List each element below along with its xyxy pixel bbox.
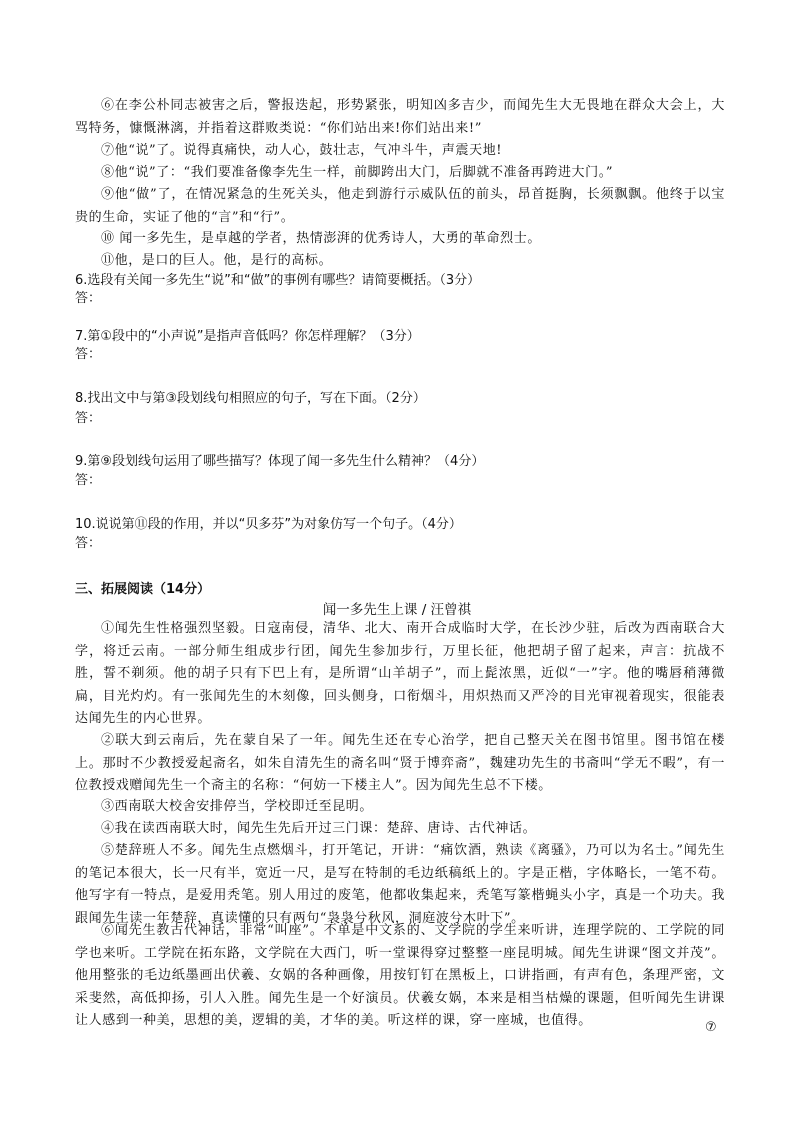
- passage-paragraph-7: ⑦他“说”了。说得真痛快，动人心，鼓壮志，气冲斗牛，声震天地!: [101, 143, 503, 158]
- article-paragraph-4: ④我在读西南联大时，闻先生先后开过三门课：楚辞、唐诗、古代神话。: [101, 821, 537, 836]
- article-paragraph-3: ③西南联大校舍安排停当，学校即迁至昆明。: [101, 799, 374, 814]
- question-8: 8.找出文中与第③段划线句相照应的句子，写在下面。（2分）: [75, 391, 426, 406]
- article-paragraph-1: ①闻先生性格强烈坚毅。日寇南侵，清华、北大、南开合成临时大学，在长沙少驻，后改为西南联合大学，将迁云南。一部分师生组成步行团，闻先生参加步行，万里长征，他把胡子留了起来，声言：抗战不胜，誓不剃须。他的胡子只有下巴上有，是所谓“山羊胡子”，而上髭浓黑，近似“一”字。他的嘴唇稍薄微扁，目光灼灼。有一张闻先生的木刻像，回头侧身，口衔烟斗，用炽热而又严冷的目光审视着现实，很能表达闻先生的内心世界。: [75, 621, 725, 726]
- answer-label-7: 答：: [75, 347, 102, 362]
- passage-paragraph-11: ⑪他，是口的巨人。他，是行的高标。: [101, 253, 333, 268]
- article-paragraph-6: ⑥闻先生教古代神话，非常“叫座”。不单是中文系的、文学院的学生来听讲，连理学院的、工学院的同学也来听。工学院在拓东路，文学院在大西门，听一堂课得穿过整整一座昆明城。闻先生讲课“图文并茂”。他用整张的毛边纸墨画出伏羲、女娲的各种画像，用按钉钉在黑板上，口讲指画，有声有色，条理严密，文采斐然，高低抑扬，引人入胜。闻先生是一个好演员。伏羲女娲，本来是相当枯燥的课题，但听闻先生讲课让人感到一种美，思想的美，逻辑的美，才华的美。听这样的课，穿一座城，也值得。: [75, 923, 725, 1028]
- answer-label-6: 答：: [75, 291, 102, 306]
- passage-paragraph-8: ⑧他“说”了：“我们要准备像李先生一样，前脚跨出大门，后脚就不准备再跨进大门。”: [101, 165, 614, 180]
- answer-label-8: 答：: [75, 411, 102, 426]
- article-paragraph-2: ②联大到云南后，先在蒙自呆了一年。闻先生还在专心治学，把自己整天关在图书馆里。图书馆在楼上。那时不少教授爱起斋名，如朱自清先生的斋名叫“贤于博弈斋”，魏建功先生的书斋叫“学无不暇”，有一位教授戏赠闻先生一个斋主的名称：“何妨一下楼主人”。因为闻先生总不下楼。: [75, 733, 725, 793]
- question-10: 10.说说第⑪段的作用，并以“贝多芬”为对象仿写一个句子。（4分）: [75, 517, 462, 532]
- answer-label-10: 答：: [75, 536, 102, 551]
- question-9: 9.第⑨段划线句运用了哪些描写？体现了闻一多先生什么精神？（4分）: [75, 454, 485, 469]
- question-6: 6.选段有关闻一多先生“说”和“做”的事例有哪些？请简要概括。（3分）: [75, 273, 481, 288]
- question-7: 7.第①段中的“小声说”是指声音低吗？你怎样理解？（3分）: [75, 329, 420, 344]
- passage-paragraph-10: ⑩ 闻一多先生，是卓越的学者，热情澎湃的优秀诗人，大勇的革命烈士。: [101, 231, 541, 246]
- article-title: 闻一多先生上课 / 汪曾祺: [322, 602, 472, 618]
- section-heading: 三、拓展阅读（14分）: [75, 582, 211, 597]
- passage-paragraph-9: ⑨他“做”了，在情况紧急的生死关头，他走到游行示威队伍的前头，昂首挺胸，长须飘飘。他终于以宝贵的生命，实证了他的“言”和“行”。: [75, 187, 725, 225]
- paragraph-7-marker: ⑦: [705, 1020, 717, 1035]
- passage-paragraph-6: ⑥在李公朴同志被害之后，警报迭起，形势紧张，明知凶多吉少，而闻先生大无畏地在群众大会上，大骂特务，慷慨淋漓，并指着这群败类说：“你们站出来!你们站出来!”: [75, 98, 725, 136]
- article-paragraph-5: ⑤楚辞班人不多。闻先生点燃烟斗，打开笔记，开讲：“痛饮酒，熟读《离骚》，乃可以为名士。”闻先生的笔记本很大，长一尺有半，宽近一尺，是写在特制的毛边纸稿纸上的。字是正楷，字体略长，一笔不苟。他写字有一特点，是爱用秃笔。别人用过的废笔，他都收集起来，秃笔写篆楷蝇头小字，真是一个功夫。我跟闻先生读一年楚辞，真读懂的只有两句“袅袅兮秋风，洞庭波兮木叶下”。: [75, 843, 725, 926]
- answer-label-9: 答：: [75, 473, 102, 488]
